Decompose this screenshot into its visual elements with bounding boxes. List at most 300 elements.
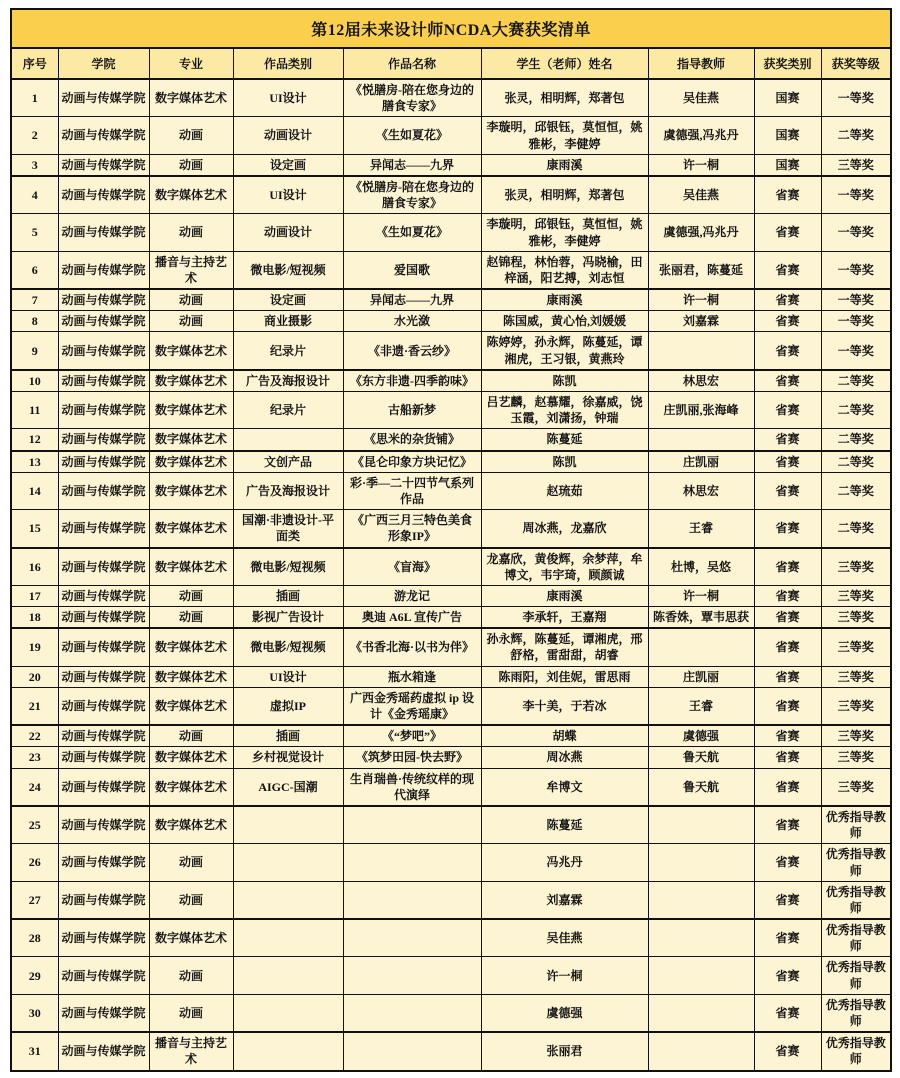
- cell-major: 数字媒体艺术: [149, 666, 233, 687]
- cell-students: 康雨溪: [481, 154, 648, 176]
- column-header-awardtype: 获奖类别: [754, 48, 821, 79]
- cell-college: 动画与传媒学院: [58, 429, 149, 451]
- cell-advisor: 许一桐: [648, 289, 754, 311]
- cell-no: 28: [11, 919, 58, 957]
- cell-work: 《生如夏花》: [343, 117, 481, 154]
- table-row: [11, 957, 891, 994]
- cell-college: 动画与传媒学院: [58, 666, 149, 687]
- cell-awardlevel: 三等奖: [821, 154, 891, 176]
- cell-students: 陈凯: [481, 451, 648, 473]
- cell-major: 动画: [149, 289, 233, 311]
- cell-awardtype: 省赛: [754, 607, 821, 629]
- column-header-no: 序号: [11, 48, 58, 79]
- table-row: [11, 451, 891, 473]
- cell-no: 20: [11, 666, 58, 687]
- cell-major: 数字媒体艺术: [149, 510, 233, 548]
- cell-major: 数字媒体艺术: [149, 332, 233, 370]
- table-row: [11, 1032, 891, 1070]
- cell-college: 动画与传媒学院: [58, 844, 149, 881]
- cell-college: 动画与传媒学院: [58, 607, 149, 629]
- cell-work: 水光潋: [343, 311, 481, 332]
- cell-students: 刘嘉霖: [481, 881, 648, 919]
- cell-college: 动画与传媒学院: [58, 957, 149, 994]
- cell-students: 陈蔓延: [481, 429, 648, 451]
- cell-college: 动画与传媒学院: [58, 919, 149, 957]
- cell-no: 29: [11, 957, 58, 994]
- cell-awardlevel: 三等奖: [821, 687, 891, 725]
- page-title: 第12届未来设计师NCDA大赛获奖清单: [11, 9, 891, 48]
- cell-advisor: 庄凯丽,张海峰: [648, 392, 754, 429]
- cell-college: 动画与传媒学院: [58, 176, 149, 214]
- cell-students: 冯兆丹: [481, 844, 648, 881]
- cell-no: 23: [11, 747, 58, 768]
- cell-college: 动画与传媒学院: [58, 881, 149, 919]
- cell-awardtype: 省赛: [754, 392, 821, 429]
- table-row: [11, 510, 891, 548]
- cell-advisor: 许一桐: [648, 154, 754, 176]
- award-table: [10, 8, 892, 1072]
- cell-no: 9: [11, 332, 58, 370]
- column-header-major: 专业: [149, 48, 233, 79]
- cell-no: 21: [11, 687, 58, 725]
- cell-category: 设定画: [233, 154, 343, 176]
- table-row: [11, 666, 891, 687]
- table-row: [11, 585, 891, 606]
- cell-awardlevel: 优秀指导教师: [821, 806, 891, 844]
- cell-category: 广告及海报设计: [233, 370, 343, 392]
- cell-no: 22: [11, 725, 58, 747]
- table-row: [11, 628, 891, 666]
- table-row: [11, 548, 891, 586]
- cell-students: 牟博文: [481, 768, 648, 806]
- cell-advisor: [648, 628, 754, 666]
- cell-no: 25: [11, 806, 58, 844]
- column-header-work: 作品名称: [343, 48, 481, 79]
- title-row: [11, 9, 891, 48]
- cell-awardlevel: 三等奖: [821, 666, 891, 687]
- cell-awardlevel: 二等奖: [821, 472, 891, 509]
- cell-advisor: [648, 429, 754, 451]
- cell-no: 4: [11, 176, 58, 214]
- cell-awardtype: 省赛: [754, 919, 821, 957]
- cell-work: 《思米的杂货铺》: [343, 429, 481, 451]
- cell-major: 数字媒体艺术: [149, 768, 233, 806]
- cell-category: [233, 429, 343, 451]
- cell-advisor: [648, 1032, 754, 1070]
- cell-college: 动画与传媒学院: [58, 687, 149, 725]
- cell-no: 19: [11, 628, 58, 666]
- table-row: [11, 994, 891, 1032]
- cell-major: 数字媒体艺术: [149, 429, 233, 451]
- cell-awardlevel: 优秀指导教师: [821, 919, 891, 957]
- cell-students: 康雨溪: [481, 585, 648, 606]
- cell-major: 动画: [149, 881, 233, 919]
- cell-work: 爱国歌: [343, 251, 481, 289]
- cell-category: 广告及海报设计: [233, 472, 343, 509]
- cell-awardlevel: 二等奖: [821, 510, 891, 548]
- cell-no: 7: [11, 289, 58, 311]
- cell-college: 动画与传媒学院: [58, 585, 149, 606]
- table-row: [11, 251, 891, 289]
- cell-awardlevel: 三等奖: [821, 768, 891, 806]
- cell-category: [233, 881, 343, 919]
- cell-major: 数字媒体艺术: [149, 747, 233, 768]
- table-row: [11, 687, 891, 725]
- table-row: [11, 154, 891, 176]
- cell-no: 1: [11, 79, 58, 117]
- cell-category: UI设计: [233, 79, 343, 117]
- cell-college: 动画与传媒学院: [58, 117, 149, 154]
- cell-major: 动画: [149, 214, 233, 251]
- cell-students: 吕艺麟，赵慕耀，徐嘉威，饶玉霞，刘潇扬，钟瑞: [481, 392, 648, 429]
- cell-no: 10: [11, 370, 58, 392]
- cell-students: 李璇明，邱银钰，莫恒恒，姚雅彬，李健婷: [481, 214, 648, 251]
- cell-awardtype: 省赛: [754, 994, 821, 1032]
- cell-awardlevel: 一等奖: [821, 79, 891, 117]
- cell-advisor: 虞德强,冯兆丹: [648, 214, 754, 251]
- cell-category: 微电影/短视频: [233, 548, 343, 586]
- cell-awardtype: 省赛: [754, 725, 821, 747]
- cell-awardtype: 省赛: [754, 844, 821, 881]
- cell-category: 动画设计: [233, 214, 343, 251]
- cell-work: 《生如夏花》: [343, 214, 481, 251]
- cell-awardtype: 国赛: [754, 154, 821, 176]
- cell-work: [343, 806, 481, 844]
- table-row: [11, 844, 891, 881]
- cell-major: 数字媒体艺术: [149, 79, 233, 117]
- cell-advisor: [648, 332, 754, 370]
- cell-college: 动画与传媒学院: [58, 251, 149, 289]
- cell-work: 彩·季—二十四节气系列作品: [343, 472, 481, 509]
- cell-category: [233, 957, 343, 994]
- cell-students: 李承轩，王嘉翔: [481, 607, 648, 629]
- cell-work: 异闻志——九界: [343, 289, 481, 311]
- cell-awardtype: 省赛: [754, 251, 821, 289]
- cell-no: 14: [11, 472, 58, 509]
- cell-awardlevel: 优秀指导教师: [821, 1032, 891, 1070]
- table-row: [11, 607, 891, 629]
- cell-no: 3: [11, 154, 58, 176]
- cell-students: 胡蝶: [481, 725, 648, 747]
- cell-category: 文创产品: [233, 451, 343, 473]
- cell-awardtype: 省赛: [754, 806, 821, 844]
- cell-work: [343, 957, 481, 994]
- cell-category: 商业摄影: [233, 311, 343, 332]
- cell-major: 数字媒体艺术: [149, 919, 233, 957]
- cell-category: 国潮·非遗设计-平面类: [233, 510, 343, 548]
- cell-awardtype: 省赛: [754, 666, 821, 687]
- cell-awardtype: 省赛: [754, 451, 821, 473]
- cell-major: 数字媒体艺术: [149, 806, 233, 844]
- cell-work: 奥迪 A6L 宣传广告: [343, 607, 481, 629]
- cell-no: 15: [11, 510, 58, 548]
- cell-no: 13: [11, 451, 58, 473]
- cell-category: [233, 1032, 343, 1070]
- cell-students: 李璇明，邱银钰，莫恒恒，姚雅彬，李健婷: [481, 117, 648, 154]
- cell-awardtype: 省赛: [754, 370, 821, 392]
- cell-major: 数字媒体艺术: [149, 628, 233, 666]
- column-header-students: 学生（老师）姓名: [481, 48, 648, 79]
- cell-college: 动画与传媒学院: [58, 79, 149, 117]
- cell-category: 纪录片: [233, 332, 343, 370]
- cell-major: 数字媒体艺术: [149, 687, 233, 725]
- cell-advisor: 虞德强,冯兆丹: [648, 117, 754, 154]
- cell-college: 动画与传媒学院: [58, 806, 149, 844]
- cell-students: 周冰燕，龙嘉欣: [481, 510, 648, 548]
- cell-category: 乡村视觉设计: [233, 747, 343, 768]
- cell-awardlevel: 一等奖: [821, 311, 891, 332]
- cell-college: 动画与传媒学院: [58, 214, 149, 251]
- cell-category: UI设计: [233, 666, 343, 687]
- cell-work: [343, 881, 481, 919]
- cell-students: 孙永辉，陈蔓延，谭湘虎，邢舒格，雷甜甜，胡睿: [481, 628, 648, 666]
- cell-work: 《昆仑印象方块记忆》: [343, 451, 481, 473]
- table-row: [11, 176, 891, 214]
- cell-awardlevel: 一等奖: [821, 332, 891, 370]
- cell-category: 影视广告设计: [233, 607, 343, 629]
- cell-awardlevel: 优秀指导教师: [821, 881, 891, 919]
- cell-awardlevel: 三等奖: [821, 725, 891, 747]
- cell-students: 龙嘉欣，黄俊辉，余梦萍，牟博文，韦宇琦，顾颜诚: [481, 548, 648, 586]
- cell-students: 虞德强: [481, 994, 648, 1032]
- cell-no: 12: [11, 429, 58, 451]
- cell-work: 《书香北海·以书为伴》: [343, 628, 481, 666]
- cell-category: UI设计: [233, 176, 343, 214]
- cell-no: 6: [11, 251, 58, 289]
- cell-work: 异闻志——九界: [343, 154, 481, 176]
- cell-no: 31: [11, 1032, 58, 1070]
- cell-college: 动画与传媒学院: [58, 289, 149, 311]
- cell-category: 纪录片: [233, 392, 343, 429]
- cell-major: 播音与主持艺术: [149, 251, 233, 289]
- cell-awardtype: 省赛: [754, 628, 821, 666]
- cell-work: [343, 1032, 481, 1070]
- table-body: [11, 79, 891, 1071]
- table-row: [11, 392, 891, 429]
- cell-students: 陈凯: [481, 370, 648, 392]
- cell-advisor: 王睿: [648, 510, 754, 548]
- cell-advisor: [648, 881, 754, 919]
- cell-awardtype: 省赛: [754, 289, 821, 311]
- cell-work: 《盲海》: [343, 548, 481, 586]
- cell-advisor: 杜博，吴悠: [648, 548, 754, 586]
- cell-awardtype: 省赛: [754, 510, 821, 548]
- cell-major: 动画: [149, 994, 233, 1032]
- cell-awardlevel: 二等奖: [821, 392, 891, 429]
- cell-awardlevel: 三等奖: [821, 747, 891, 768]
- cell-awardtype: 国赛: [754, 117, 821, 154]
- cell-students: 张灵，相明辉，郑著包: [481, 79, 648, 117]
- cell-students: 陈婷婷，孙永辉，陈蔓延，谭湘虎，王习银，黄燕玲: [481, 332, 648, 370]
- cell-college: 动画与传媒学院: [58, 994, 149, 1032]
- cell-awardtype: 国赛: [754, 79, 821, 117]
- cell-work: [343, 844, 481, 881]
- cell-category: 插画: [233, 725, 343, 747]
- cell-no: 17: [11, 585, 58, 606]
- cell-work: 生肖瑞兽·传统纹样的现代演绎: [343, 768, 481, 806]
- cell-college: 动画与传媒学院: [58, 472, 149, 509]
- cell-work: 瓶水箱逢: [343, 666, 481, 687]
- cell-major: 动画: [149, 154, 233, 176]
- cell-awardlevel: 二等奖: [821, 370, 891, 392]
- cell-advisor: [648, 806, 754, 844]
- cell-work: [343, 994, 481, 1032]
- cell-college: 动画与传媒学院: [58, 451, 149, 473]
- cell-advisor: [648, 844, 754, 881]
- cell-category: 插画: [233, 585, 343, 606]
- cell-no: 27: [11, 881, 58, 919]
- cell-advisor: 林思宏: [648, 472, 754, 509]
- cell-college: 动画与传媒学院: [58, 510, 149, 548]
- cell-major: 动画: [149, 117, 233, 154]
- cell-college: 动画与传媒学院: [58, 725, 149, 747]
- cell-advisor: 张丽君，陈蔓延: [648, 251, 754, 289]
- table-row: [11, 429, 891, 451]
- cell-no: 30: [11, 994, 58, 1032]
- table-row: [11, 311, 891, 332]
- table-row: [11, 214, 891, 251]
- cell-students: 陈雨阳，刘佳妮，雷思雨: [481, 666, 648, 687]
- cell-awardlevel: 二等奖: [821, 429, 891, 451]
- table-row: [11, 472, 891, 509]
- cell-work: [343, 919, 481, 957]
- cell-students: 赵锦程，林怡蓉，冯晓榆，田梓涵，阳艺搏，刘志恒: [481, 251, 648, 289]
- cell-awardtype: 省赛: [754, 768, 821, 806]
- cell-college: 动画与传媒学院: [58, 768, 149, 806]
- cell-awardlevel: 一等奖: [821, 214, 891, 251]
- cell-students: 张丽君: [481, 1032, 648, 1070]
- cell-advisor: 庄凯丽: [648, 451, 754, 473]
- cell-major: 动画: [149, 957, 233, 994]
- cell-college: 动画与传媒学院: [58, 548, 149, 586]
- cell-major: 动画: [149, 607, 233, 629]
- cell-category: [233, 919, 343, 957]
- cell-awardlevel: 一等奖: [821, 176, 891, 214]
- table-row: [11, 370, 891, 392]
- cell-awardlevel: 三等奖: [821, 585, 891, 606]
- cell-work: 《筑梦田园-快去野》: [343, 747, 481, 768]
- cell-advisor: 林思宏: [648, 370, 754, 392]
- table-row: [11, 79, 891, 117]
- cell-advisor: 吴佳燕: [648, 79, 754, 117]
- cell-awardlevel: 二等奖: [821, 451, 891, 473]
- cell-category: 微电影/短视频: [233, 251, 343, 289]
- column-header-advisor: 指导教师: [648, 48, 754, 79]
- cell-work: 广西金秀瑶药虚拟 ip 设计《金秀瑶康》: [343, 687, 481, 725]
- cell-awardlevel: 一等奖: [821, 289, 891, 311]
- cell-advisor: [648, 957, 754, 994]
- cell-students: 陈国威，黄心怡,刘媛媛: [481, 311, 648, 332]
- table-row: [11, 289, 891, 311]
- cell-awardtype: 省赛: [754, 687, 821, 725]
- cell-no: 26: [11, 844, 58, 881]
- cell-no: 18: [11, 607, 58, 629]
- table-row: [11, 725, 891, 747]
- cell-awardtype: 省赛: [754, 585, 821, 606]
- cell-students: 赵琉茹: [481, 472, 648, 509]
- cell-awardlevel: 三等奖: [821, 607, 891, 629]
- cell-category: 微电影/短视频: [233, 628, 343, 666]
- cell-no: 16: [11, 548, 58, 586]
- table-row: [11, 117, 891, 154]
- cell-major: 数字媒体艺术: [149, 548, 233, 586]
- table-row: [11, 768, 891, 806]
- cell-college: 动画与传媒学院: [58, 747, 149, 768]
- column-header-awardlevel: 获奖等级: [821, 48, 891, 79]
- column-header-college: 学院: [58, 48, 149, 79]
- table-row: [11, 806, 891, 844]
- cell-students: 张灵，相明辉，郑著包: [481, 176, 648, 214]
- cell-work: 《东方非遗-四季韵味》: [343, 370, 481, 392]
- cell-advisor: 陈香姝，覃韦思获: [648, 607, 754, 629]
- cell-students: 康雨溪: [481, 289, 648, 311]
- cell-awardlevel: 三等奖: [821, 548, 891, 586]
- cell-no: 11: [11, 392, 58, 429]
- table-row: [11, 881, 891, 919]
- cell-advisor: 刘嘉霖: [648, 311, 754, 332]
- cell-work: 《“梦吧”》: [343, 725, 481, 747]
- cell-awardtype: 省赛: [754, 214, 821, 251]
- cell-students: 许一桐: [481, 957, 648, 994]
- cell-advisor: 王睿: [648, 687, 754, 725]
- cell-work: 游龙记: [343, 585, 481, 606]
- cell-major: 数字媒体艺术: [149, 451, 233, 473]
- cell-work: 古船新梦: [343, 392, 481, 429]
- cell-awardlevel: 三等奖: [821, 628, 891, 666]
- cell-students: 周冰燕: [481, 747, 648, 768]
- cell-work: 《悦膳房-陪在您身边的膳食专家》: [343, 176, 481, 214]
- cell-awardtype: 省赛: [754, 1032, 821, 1070]
- cell-college: 动画与传媒学院: [58, 154, 149, 176]
- cell-category: [233, 844, 343, 881]
- cell-college: 动画与传媒学院: [58, 392, 149, 429]
- cell-no: 2: [11, 117, 58, 154]
- cell-awardtype: 省赛: [754, 176, 821, 214]
- cell-category: 虚拟IP: [233, 687, 343, 725]
- cell-major: 数字媒体艺术: [149, 472, 233, 509]
- cell-awardtype: 省赛: [754, 881, 821, 919]
- cell-major: 数字媒体艺术: [149, 392, 233, 429]
- cell-awardlevel: 一等奖: [821, 251, 891, 289]
- cell-awardlevel: 优秀指导教师: [821, 957, 891, 994]
- cell-no: 5: [11, 214, 58, 251]
- cell-major: 数字媒体艺术: [149, 176, 233, 214]
- header-row: [11, 48, 891, 79]
- cell-no: 8: [11, 311, 58, 332]
- cell-awardtype: 省赛: [754, 332, 821, 370]
- cell-college: 动画与传媒学院: [58, 370, 149, 392]
- cell-advisor: 鲁天航: [648, 747, 754, 768]
- cell-advisor: 吴佳燕: [648, 176, 754, 214]
- cell-awardtype: 省赛: [754, 548, 821, 586]
- cell-no: 24: [11, 768, 58, 806]
- cell-major: 动画: [149, 844, 233, 881]
- cell-college: 动画与传媒学院: [58, 311, 149, 332]
- table-row: [11, 747, 891, 768]
- cell-advisor: 许一桐: [648, 585, 754, 606]
- cell-awardtype: 省赛: [754, 429, 821, 451]
- cell-college: 动画与传媒学院: [58, 628, 149, 666]
- cell-category: AIGC-国潮: [233, 768, 343, 806]
- cell-awardlevel: 二等奖: [821, 117, 891, 154]
- cell-major: 动画: [149, 585, 233, 606]
- cell-awardtype: 省赛: [754, 311, 821, 332]
- cell-work: 《广西三月三特色美食形象IP》: [343, 510, 481, 548]
- table-row: [11, 332, 891, 370]
- cell-major: 动画: [149, 725, 233, 747]
- cell-students: 李十美，于若冰: [481, 687, 648, 725]
- cell-students: 陈蔓延: [481, 806, 648, 844]
